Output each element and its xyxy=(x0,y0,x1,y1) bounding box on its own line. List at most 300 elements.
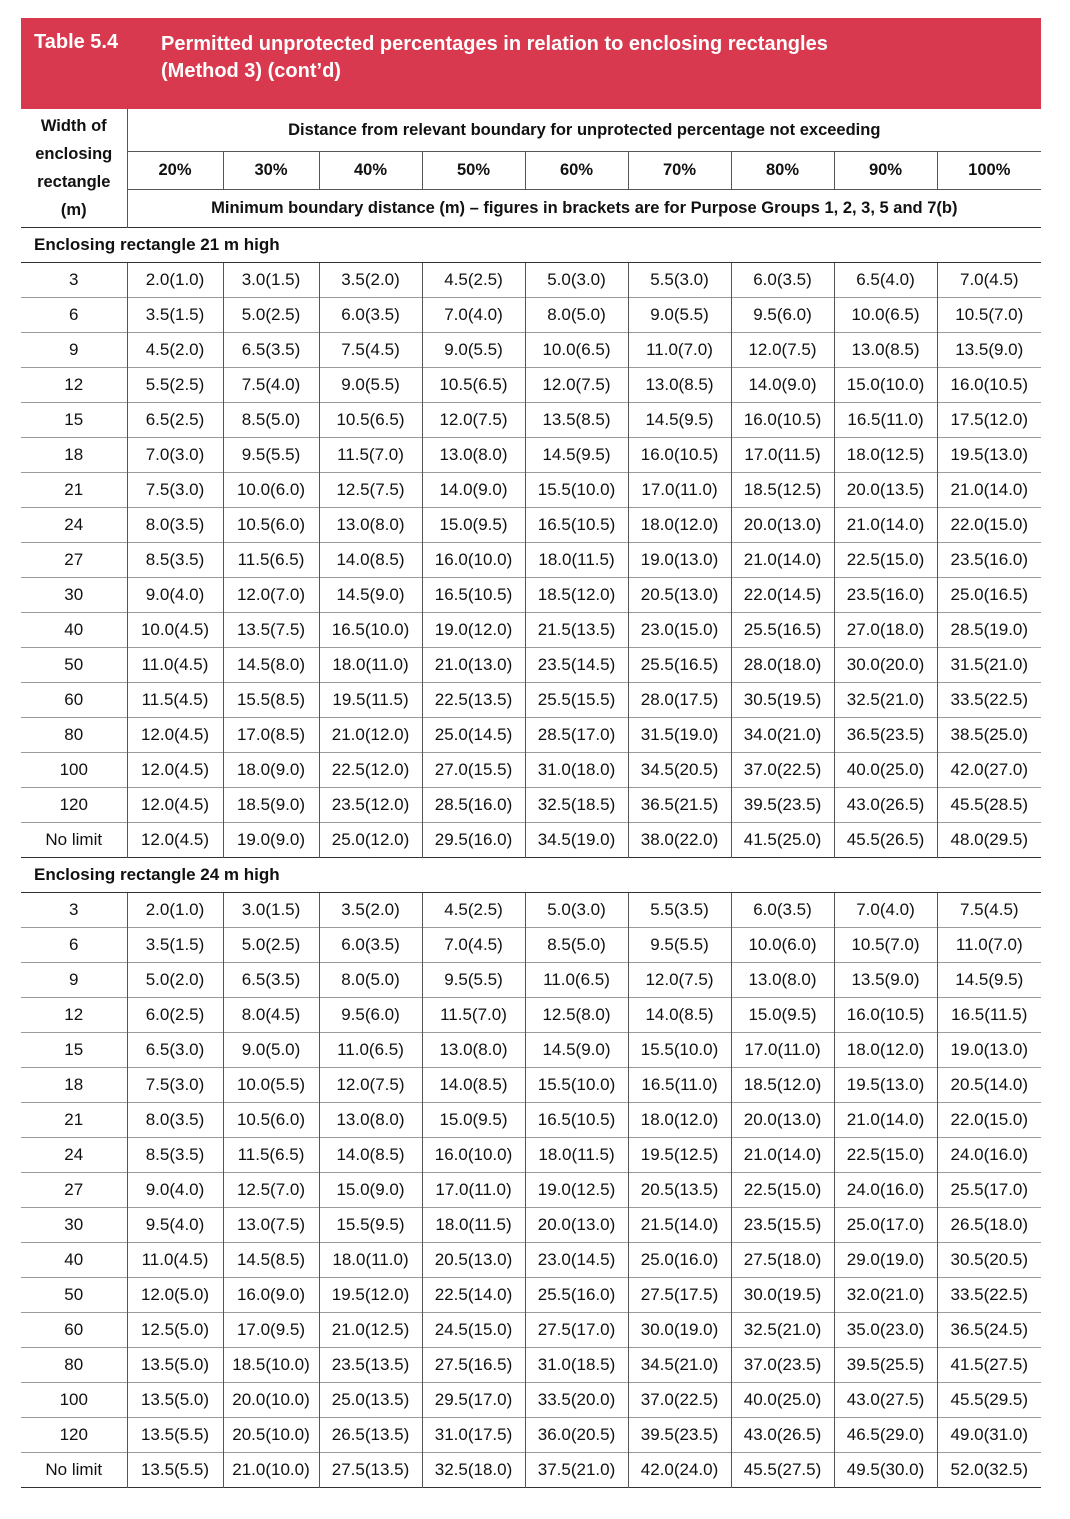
width-cell: 6 xyxy=(21,298,127,333)
width-cell: 40 xyxy=(21,613,127,648)
distance-cell: 5.5(2.5) xyxy=(127,368,223,403)
distance-cell: 8.0(5.0) xyxy=(525,298,628,333)
distance-cell: 11.5(4.5) xyxy=(127,683,223,718)
distance-cell: 15.0(9.5) xyxy=(422,508,525,543)
distance-cell: 21.0(14.0) xyxy=(834,1103,937,1138)
distance-cell: 17.0(11.0) xyxy=(628,473,731,508)
distance-cell: 28.0(18.0) xyxy=(731,648,834,683)
table-row xyxy=(21,823,1041,858)
width-cell: 80 xyxy=(21,718,127,753)
distance-cell: 22.5(15.0) xyxy=(834,1138,937,1173)
width-cell: 18 xyxy=(21,438,127,473)
distance-cell: 28.0(17.5) xyxy=(628,683,731,718)
width-cell: 24 xyxy=(21,508,127,543)
distance-cell: 20.0(13.5) xyxy=(834,473,937,508)
distance-cell: 19.0(12.0) xyxy=(422,613,525,648)
distance-cell: 18.0(12.5) xyxy=(834,438,937,473)
distance-cell: 5.5(3.0) xyxy=(628,263,731,298)
distance-cell: 37.0(22.5) xyxy=(731,753,834,788)
distance-cell: 26.5(13.5) xyxy=(319,1418,422,1453)
table-row xyxy=(21,1278,1041,1313)
width-cell: 6 xyxy=(21,928,127,963)
percentage-header: 100% xyxy=(937,152,1041,190)
distance-cell: 16.0(10.5) xyxy=(731,403,834,438)
distance-cell: 11.5(7.0) xyxy=(319,438,422,473)
distance-cell: 12.0(7.0) xyxy=(223,578,319,613)
distance-cell: 13.5(5.5) xyxy=(127,1453,223,1488)
distance-cell: 18.0(11.5) xyxy=(525,543,628,578)
width-cell: 15 xyxy=(21,1033,127,1068)
width-cell: 50 xyxy=(21,1278,127,1313)
distance-cell: 22.5(12.0) xyxy=(319,753,422,788)
distance-cell: 13.0(8.0) xyxy=(731,963,834,998)
distance-cell: 3.0(1.5) xyxy=(223,263,319,298)
distance-cell: 10.0(6.0) xyxy=(223,473,319,508)
distance-cell: 23.0(15.0) xyxy=(628,613,731,648)
distance-cell: 27.0(18.0) xyxy=(834,613,937,648)
distance-cell: 27.5(16.5) xyxy=(422,1348,525,1383)
distance-cell: 41.5(25.0) xyxy=(731,823,834,858)
distance-cell: 13.0(8.0) xyxy=(319,1103,422,1138)
distance-cell: 24.0(16.0) xyxy=(937,1138,1041,1173)
distance-cell: 21.5(14.0) xyxy=(628,1208,731,1243)
table-row xyxy=(21,403,1041,438)
percentage-header: 30% xyxy=(223,152,319,190)
distance-cell: 16.0(10.0) xyxy=(422,1138,525,1173)
distance-cell: 11.0(4.5) xyxy=(127,1243,223,1278)
distance-cell: 12.0(7.5) xyxy=(422,403,525,438)
width-cell: 27 xyxy=(21,1173,127,1208)
distance-cell: 41.5(27.5) xyxy=(937,1348,1041,1383)
distance-cell: 21.0(14.0) xyxy=(937,473,1041,508)
distance-cell: 25.0(13.5) xyxy=(319,1383,422,1418)
distance-cell: 12.0(7.5) xyxy=(319,1068,422,1103)
distance-cell: 7.5(4.5) xyxy=(959,900,1019,919)
table-row xyxy=(21,508,1041,543)
distance-cell: 26.5(18.0) xyxy=(937,1208,1041,1243)
table-row xyxy=(21,368,1041,403)
distance-cell: 16.5(10.5) xyxy=(422,578,525,613)
distance-cell: 5.0(3.0) xyxy=(525,263,628,298)
distance-cell: 20.5(13.0) xyxy=(628,578,731,613)
distance-cell: 15.5(9.5) xyxy=(319,1208,422,1243)
distance-cell: 16.5(11.5) xyxy=(937,998,1041,1033)
distance-cell: 23.5(14.5) xyxy=(525,648,628,683)
table-row xyxy=(21,613,1041,648)
distance-cell: 14.0(8.5) xyxy=(422,1068,525,1103)
distance-cell: 15.0(10.0) xyxy=(834,368,937,403)
table-row xyxy=(21,753,1041,788)
distance-cell: 6.5(3.5) xyxy=(223,333,319,368)
distance-cell: 23.5(16.0) xyxy=(937,543,1041,578)
table-row xyxy=(21,1418,1041,1453)
distance-cell: 5.0(3.0) xyxy=(525,893,628,928)
table-row xyxy=(21,683,1041,718)
distance-cell: 16.0(10.5) xyxy=(937,368,1041,403)
width-cell: 12 xyxy=(21,368,127,403)
percentage-header: 20% xyxy=(127,152,223,190)
table-row xyxy=(21,1138,1041,1173)
distance-cell: 12.0(4.5) xyxy=(127,823,223,858)
distance-cell: 33.5(22.5) xyxy=(937,683,1041,718)
table-row xyxy=(21,1348,1041,1383)
table-row xyxy=(21,1383,1041,1418)
table-row xyxy=(21,893,1041,928)
distance-cell: 16.0(10.0) xyxy=(422,543,525,578)
table-row xyxy=(21,1453,1041,1488)
distance-cell: 7.5(4.5) xyxy=(319,333,422,368)
distance-cell: 8.0(3.5) xyxy=(127,508,223,543)
distance-cell: 10.0(4.5) xyxy=(127,613,223,648)
distance-cell: 14.0(8.5) xyxy=(319,1138,422,1173)
distance-cell: 11.0(6.5) xyxy=(319,1033,422,1068)
width-cell: No limit xyxy=(21,823,127,858)
distance-cell: 13.0(8.0) xyxy=(422,1033,525,1068)
distance-cell: 36.0(20.5) xyxy=(525,1418,628,1453)
width-cell: 80 xyxy=(21,1348,127,1383)
table-header-banner xyxy=(21,18,1041,109)
distance-cell: 36.5(21.5) xyxy=(628,788,731,823)
distance-cell: 18.5(12.5) xyxy=(731,473,834,508)
distance-cell: 19.5(12.0) xyxy=(319,1278,422,1313)
distance-cell: 12.5(7.0) xyxy=(223,1173,319,1208)
distance-cell: 18.0(11.0) xyxy=(319,648,422,683)
distance-cell: 24.5(15.0) xyxy=(422,1313,525,1348)
distance-cell: 13.0(8.5) xyxy=(628,368,731,403)
table-row xyxy=(21,263,1041,298)
distance-cell: 23.5(15.5) xyxy=(731,1208,834,1243)
table-row xyxy=(21,1313,1041,1348)
distance-cell: 16.0(10.5) xyxy=(834,998,937,1033)
distance-cell: 18.5(9.0) xyxy=(223,788,319,823)
distance-cell: 32.5(18.0) xyxy=(422,1453,525,1488)
distance-cell: 32.0(21.0) xyxy=(834,1278,937,1313)
table-row xyxy=(21,333,1041,368)
distance-cell: 18.0(9.0) xyxy=(223,753,319,788)
distance-cell: 43.0(26.5) xyxy=(834,788,937,823)
distance-cell: 45.5(26.5) xyxy=(834,823,937,858)
distance-cell: 4.5(2.5) xyxy=(422,893,525,928)
distance-cell: 32.5(21.0) xyxy=(731,1313,834,1348)
distance-cell: 17.5(12.0) xyxy=(937,403,1041,438)
distance-cell: 9.0(5.0) xyxy=(223,1033,319,1068)
distance-cell: 3.0(1.5) xyxy=(223,893,319,928)
distance-cell: 16.0(10.5) xyxy=(628,438,731,473)
distance-cell: 39.5(23.5) xyxy=(731,788,834,823)
distance-cell: 7.0(4.5) xyxy=(959,270,1019,289)
distance-cell: 5.0(2.0) xyxy=(127,963,223,998)
distance-cell: 12.0(4.5) xyxy=(127,788,223,823)
distance-cell: 10.0(6.5) xyxy=(834,298,937,333)
width-cell: 12 xyxy=(21,998,127,1033)
width-cell: 50 xyxy=(21,648,127,683)
distance-cell: 34.0(21.0) xyxy=(731,718,834,753)
header-row-percentages xyxy=(21,152,1041,190)
percentage-header: 40% xyxy=(319,152,422,190)
data-table xyxy=(21,109,1041,1488)
distance-cell: 5.0(2.5) xyxy=(223,298,319,333)
distance-cell: 14.0(9.0) xyxy=(422,473,525,508)
distance-cell: 31.0(18.0) xyxy=(525,753,628,788)
distance-cell: 15.0(9.5) xyxy=(731,998,834,1033)
distance-cell: 17.0(11.0) xyxy=(731,1033,834,1068)
distance-cell: 7.0(4.0) xyxy=(834,893,937,928)
distance-header: Distance from relevant boundary for unprotected percentage not exceeding xyxy=(288,120,881,139)
distance-cell: 8.0(3.5) xyxy=(127,1103,223,1138)
distance-cell: 22.0(15.0) xyxy=(937,508,1041,543)
distance-cell: 13.5(5.5) xyxy=(127,1418,223,1453)
distance-cell: 16.0(9.0) xyxy=(223,1278,319,1313)
distance-cell: 28.5(16.0) xyxy=(422,788,525,823)
distance-cell: 7.0(3.0) xyxy=(127,438,223,473)
distance-cell: 36.5(24.5) xyxy=(937,1313,1041,1348)
distance-cell: 14.0(8.5) xyxy=(628,998,731,1033)
distance-cell: 18.5(12.0) xyxy=(731,1068,834,1103)
distance-cell: 6.0(3.5) xyxy=(319,928,422,963)
distance-cell: 15.0(9.5) xyxy=(422,1103,525,1138)
distance-cell: 15.5(10.0) xyxy=(525,1068,628,1103)
distance-cell: 16.5(10.5) xyxy=(525,508,628,543)
distance-cell: 24.0(16.0) xyxy=(834,1173,937,1208)
distance-cell: 20.0(13.0) xyxy=(731,508,834,543)
distance-cell: 45.5(28.5) xyxy=(937,788,1041,823)
distance-cell: 6.5(3.5) xyxy=(223,963,319,998)
distance-cell: 9.0(5.5) xyxy=(628,298,731,333)
distance-cell: 16.5(11.0) xyxy=(628,1068,731,1103)
distance-cell: 10.5(7.0) xyxy=(834,928,937,963)
width-cell: 21 xyxy=(21,1103,127,1138)
distance-cell: 25.5(16.5) xyxy=(731,613,834,648)
width-cell: 30 xyxy=(21,1208,127,1243)
distance-cell: 32.5(21.0) xyxy=(834,683,937,718)
distance-cell: 22.5(14.0) xyxy=(422,1278,525,1313)
distance-cell: 2.0(1.0) xyxy=(127,263,223,298)
section-header-row xyxy=(21,228,1041,263)
distance-cell: 28.5(19.0) xyxy=(937,613,1041,648)
distance-cell: 48.0(29.5) xyxy=(937,823,1041,858)
distance-cell: 49.5(30.0) xyxy=(834,1453,937,1488)
section-label: Enclosing rectangle 24 m high xyxy=(21,858,1041,893)
distance-cell: 20.5(10.0) xyxy=(223,1418,319,1453)
distance-cell: 9.0(4.0) xyxy=(127,1173,223,1208)
distance-cell: 25.5(16.0) xyxy=(525,1278,628,1313)
table-row xyxy=(21,1243,1041,1278)
distance-cell: 18.5(12.0) xyxy=(525,578,628,613)
table-row xyxy=(21,788,1041,823)
distance-cell: 39.5(25.5) xyxy=(834,1348,937,1383)
width-cell: No limit xyxy=(21,1453,127,1488)
distance-cell: 13.0(8.0) xyxy=(422,438,525,473)
distance-cell: 6.5(4.0) xyxy=(834,263,937,298)
distance-cell: 6.5(3.0) xyxy=(127,1033,223,1068)
distance-cell: 12.0(4.5) xyxy=(127,718,223,753)
distance-cell: 34.5(19.0) xyxy=(525,823,628,858)
distance-cell: 25.0(12.0) xyxy=(319,823,422,858)
distance-cell: 13.5(5.0) xyxy=(127,1383,223,1418)
width-cell: 27 xyxy=(21,543,127,578)
distance-cell: 13.0(8.0) xyxy=(319,508,422,543)
distance-cell: 23.5(12.0) xyxy=(319,788,422,823)
distance-cell: 42.0(24.0) xyxy=(628,1453,731,1488)
distance-cell: 21.0(14.0) xyxy=(834,508,937,543)
min-distance-header: Minimum boundary distance (m) – figures in brackets are for Purpose Groups 1, 2, 3, 5 and 7(b) xyxy=(127,190,1041,228)
distance-cell: 29.5(16.0) xyxy=(422,823,525,858)
width-header-line: (m) xyxy=(60,201,87,219)
distance-cell: 14.5(9.0) xyxy=(525,1033,628,1068)
width-header-line: rectangle xyxy=(37,173,111,191)
distance-cell: 19.5(13.0) xyxy=(937,438,1041,473)
distance-cell: 12.0(7.5) xyxy=(525,368,628,403)
width-header-line: enclosing xyxy=(35,145,113,163)
distance-cell: 18.0(11.5) xyxy=(525,1138,628,1173)
distance-cell: 12.5(7.5) xyxy=(319,473,422,508)
distance-cell: 37.0(23.5) xyxy=(731,1348,834,1383)
distance-cell: 22.0(14.5) xyxy=(731,578,834,613)
percentage-header: 90% xyxy=(834,152,937,190)
width-cell: 24 xyxy=(21,1138,127,1173)
distance-cell: 13.5(8.5) xyxy=(525,403,628,438)
distance-cell: 6.0(3.5) xyxy=(731,893,834,928)
distance-cell: 7.5(3.0) xyxy=(127,1068,223,1103)
distance-cell: 21.5(13.5) xyxy=(525,613,628,648)
distance-cell: 21.0(13.0) xyxy=(422,648,525,683)
distance-cell: 14.0(8.5) xyxy=(319,543,422,578)
distance-cell: 10.0(5.5) xyxy=(223,1068,319,1103)
distance-cell: 8.5(3.5) xyxy=(127,1138,223,1173)
table-container xyxy=(21,18,1041,1488)
distance-cell: 13.5(5.0) xyxy=(127,1348,223,1383)
width-cell: 120 xyxy=(21,1418,127,1453)
table-row xyxy=(21,1068,1041,1103)
table-row xyxy=(21,1103,1041,1138)
distance-cell: 12.5(5.0) xyxy=(127,1313,223,1348)
distance-cell: 17.0(11.5) xyxy=(731,438,834,473)
distance-cell: 12.0(4.5) xyxy=(127,753,223,788)
distance-cell: 21.0(14.0) xyxy=(731,1138,834,1173)
distance-cell: 13.5(9.0) xyxy=(937,333,1041,368)
distance-cell: 8.5(3.5) xyxy=(127,543,223,578)
width-cell: 9 xyxy=(21,963,127,998)
percentage-header: 50% xyxy=(422,152,525,190)
distance-cell: 27.5(18.0) xyxy=(731,1243,834,1278)
distance-cell: 7.5(3.0) xyxy=(127,473,223,508)
distance-cell: 17.0(11.0) xyxy=(422,1173,525,1208)
distance-cell: 14.5(9.0) xyxy=(319,578,422,613)
distance-cell: 23.5(13.5) xyxy=(319,1348,422,1383)
distance-cell: 14.5(8.0) xyxy=(223,648,319,683)
distance-cell: 19.5(12.5) xyxy=(628,1138,731,1173)
distance-cell: 9.5(6.0) xyxy=(319,998,422,1033)
distance-cell: 19.0(9.0) xyxy=(223,823,319,858)
distance-cell: 32.5(18.5) xyxy=(525,788,628,823)
distance-cell: 14.5(9.5) xyxy=(628,403,731,438)
distance-cell: 9.5(5.5) xyxy=(628,928,731,963)
distance-cell: 16.5(10.0) xyxy=(319,613,422,648)
distance-cell: 6.0(3.5) xyxy=(319,298,422,333)
distance-cell: 27.0(15.5) xyxy=(422,753,525,788)
distance-cell: 30.0(20.0) xyxy=(834,648,937,683)
distance-cell: 8.0(5.0) xyxy=(319,963,422,998)
table-row xyxy=(21,718,1041,753)
table-row xyxy=(21,298,1041,333)
distance-cell: 13.5(9.0) xyxy=(834,963,937,998)
distance-cell: 6.0(2.5) xyxy=(127,998,223,1033)
distance-cell: 14.5(8.5) xyxy=(223,1243,319,1278)
width-cell: 120 xyxy=(21,788,127,823)
distance-cell: 25.0(16.5) xyxy=(937,578,1041,613)
distance-cell: 30.5(19.5) xyxy=(731,683,834,718)
distance-cell: 4.5(2.0) xyxy=(127,333,223,368)
section-header-row xyxy=(21,858,1041,893)
width-cell: 60 xyxy=(21,683,127,718)
distance-cell: 19.5(13.0) xyxy=(834,1068,937,1103)
width-cell: 9 xyxy=(21,333,127,368)
distance-cell: 7.0(4.0) xyxy=(422,298,525,333)
distance-cell: 11.0(6.5) xyxy=(525,963,628,998)
width-column-header xyxy=(21,109,127,228)
distance-cell: 20.5(13.5) xyxy=(628,1173,731,1208)
distance-cell: 19.0(12.5) xyxy=(525,1173,628,1208)
distance-cell: 46.5(29.0) xyxy=(834,1418,937,1453)
header-row-distance xyxy=(21,109,1041,152)
distance-cell: 13.0(7.5) xyxy=(223,1208,319,1243)
table-row xyxy=(21,543,1041,578)
distance-cell: 45.5(29.5) xyxy=(937,1383,1041,1418)
distance-cell: 37.5(21.0) xyxy=(525,1453,628,1488)
distance-cell: 42.0(27.0) xyxy=(937,753,1041,788)
table-row xyxy=(21,963,1041,998)
distance-cell: 31.5(19.0) xyxy=(628,718,731,753)
distance-cell: 40.0(25.0) xyxy=(731,1383,834,1418)
header-row-min-distance xyxy=(21,190,1041,228)
percentage-header: 70% xyxy=(628,152,731,190)
distance-cell: 20.5(13.0) xyxy=(422,1243,525,1278)
distance-cell: 20.0(13.0) xyxy=(525,1208,628,1243)
table-row xyxy=(21,438,1041,473)
distance-cell: 21.0(12.0) xyxy=(319,718,422,753)
distance-cell: 31.5(21.0) xyxy=(937,648,1041,683)
table-title-line-2: (Method 3) (cont’d) xyxy=(161,60,341,82)
distance-cell: 21.0(14.0) xyxy=(731,543,834,578)
distance-cell: 45.5(27.5) xyxy=(731,1453,834,1488)
distance-cell: 11.5(7.0) xyxy=(422,998,525,1033)
width-cell: 60 xyxy=(21,1313,127,1348)
table-row xyxy=(21,578,1041,613)
distance-cell: 30.0(19.0) xyxy=(628,1313,731,1348)
distance-cell: 39.5(23.5) xyxy=(628,1418,731,1453)
distance-cell: 19.0(13.0) xyxy=(937,1033,1041,1068)
distance-cell: 43.0(26.5) xyxy=(731,1418,834,1453)
distance-cell: 18.0(11.0) xyxy=(319,1243,422,1278)
distance-cell: 16.5(11.0) xyxy=(834,403,937,438)
distance-cell: 25.5(15.5) xyxy=(525,683,628,718)
distance-cell: 12.0(5.0) xyxy=(127,1278,223,1313)
distance-cell: 7.0(4.5) xyxy=(422,928,525,963)
distance-cell: 10.5(7.0) xyxy=(937,298,1041,333)
distance-cell: 40.0(25.0) xyxy=(834,753,937,788)
table-row xyxy=(21,648,1041,683)
distance-cell: 12.0(7.5) xyxy=(731,333,834,368)
distance-cell: 7.5(4.0) xyxy=(223,368,319,403)
distance-cell: 5.5(3.5) xyxy=(628,893,731,928)
distance-cell: 15.5(10.0) xyxy=(525,473,628,508)
distance-cell: 15.5(10.0) xyxy=(628,1033,731,1068)
distance-cell: 17.0(9.5) xyxy=(223,1313,319,1348)
distance-cell: 10.5(6.0) xyxy=(223,508,319,543)
distance-cell: 23.5(16.0) xyxy=(834,578,937,613)
distance-cell: 3.5(2.0) xyxy=(319,263,422,298)
table-row xyxy=(21,1208,1041,1243)
